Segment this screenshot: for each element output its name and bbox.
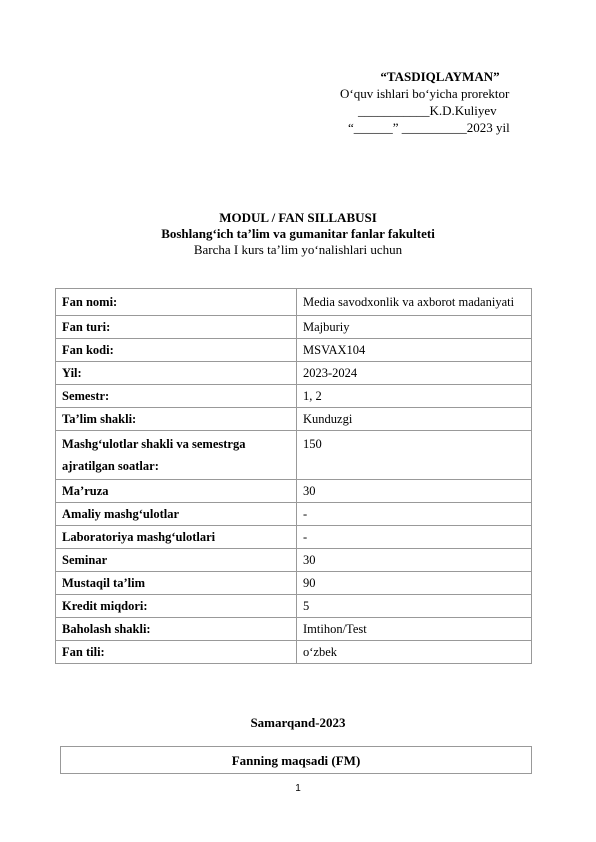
approval-position: O‘quv ishlari bo‘yicha prorektor <box>340 86 510 101</box>
row-value: - <box>297 503 532 526</box>
row-value: Kunduzgi <box>297 408 532 431</box>
row-value: 150 <box>297 431 532 480</box>
row-value: 2023-2024 <box>297 362 532 385</box>
row-value: Majburiy <box>297 316 532 339</box>
table-row <box>56 595 532 618</box>
table-row <box>56 289 532 316</box>
row-value: - <box>297 526 532 549</box>
row-label: Fan nomi: <box>56 289 297 316</box>
row-label: Ta’lim shakli: <box>56 408 297 431</box>
row-value: 30 <box>297 549 532 572</box>
table-row <box>56 339 532 362</box>
table-row <box>56 362 532 385</box>
row-value: Imtihon/Test <box>297 618 532 641</box>
row-value: 30 <box>297 480 532 503</box>
approval-title: “TASDIQLAYMAN” <box>380 69 500 84</box>
row-value: 5 <box>297 595 532 618</box>
city-year: Samarqand-2023 <box>250 715 346 730</box>
table-row <box>56 385 532 408</box>
table-row <box>56 618 532 641</box>
row-value: Media savodxonlik va axborot madaniyati <box>297 289 532 316</box>
approval-block <box>340 68 550 136</box>
row-label: Fan tili: <box>56 641 297 664</box>
page-number: 1 <box>295 783 301 794</box>
table-row <box>56 480 532 503</box>
row-value: 90 <box>297 572 532 595</box>
table-row <box>56 431 532 480</box>
row-label: Baholash shakli: <box>56 618 297 641</box>
table-row <box>56 503 532 526</box>
row-label: Seminar <box>56 549 297 572</box>
table-row <box>56 549 532 572</box>
audience-line: Barcha I kurs ta’lim yo‘nalishlari uchun <box>193 242 403 257</box>
document-heading <box>0 210 596 258</box>
row-label: Ma’ruza <box>56 480 297 503</box>
row-label: Fan turi: <box>56 316 297 339</box>
table-row <box>56 316 532 339</box>
row-label: Kredit miqdori: <box>56 595 297 618</box>
row-label: Amaliy mashg‘ulotlar <box>56 503 297 526</box>
table-row <box>56 641 532 664</box>
row-label: Yil: <box>56 362 297 385</box>
row-label: Laboratoriya mashg‘ulotlari <box>56 526 297 549</box>
syllabus-info-table <box>55 288 532 664</box>
row-value: 1, 2 <box>297 385 532 408</box>
row-label: Mashg‘ulotlar shakli va semestrga ajratilgan soatlar: <box>56 431 297 480</box>
table-row <box>56 572 532 595</box>
row-value: o‘zbek <box>297 641 532 664</box>
row-label: Fan kodi: <box>56 339 297 362</box>
row-label: Mustaqil ta’lim <box>56 572 297 595</box>
approval-signature: ___________K.D.Kuliyev <box>358 103 497 118</box>
row-label: Semestr: <box>56 385 297 408</box>
table-row <box>56 526 532 549</box>
document-title: MODUL / FAN SILLABUSI <box>219 210 377 225</box>
course-goal-header: Fanning maqsadi (FM) <box>60 746 532 774</box>
faculty-name: Boshlang‘ich ta’lim va gumanitar fanlar fakulteti <box>161 226 435 241</box>
table-row <box>56 408 532 431</box>
row-value: MSVAX104 <box>297 339 532 362</box>
approval-date: “______” __________2023 yil <box>348 120 510 135</box>
